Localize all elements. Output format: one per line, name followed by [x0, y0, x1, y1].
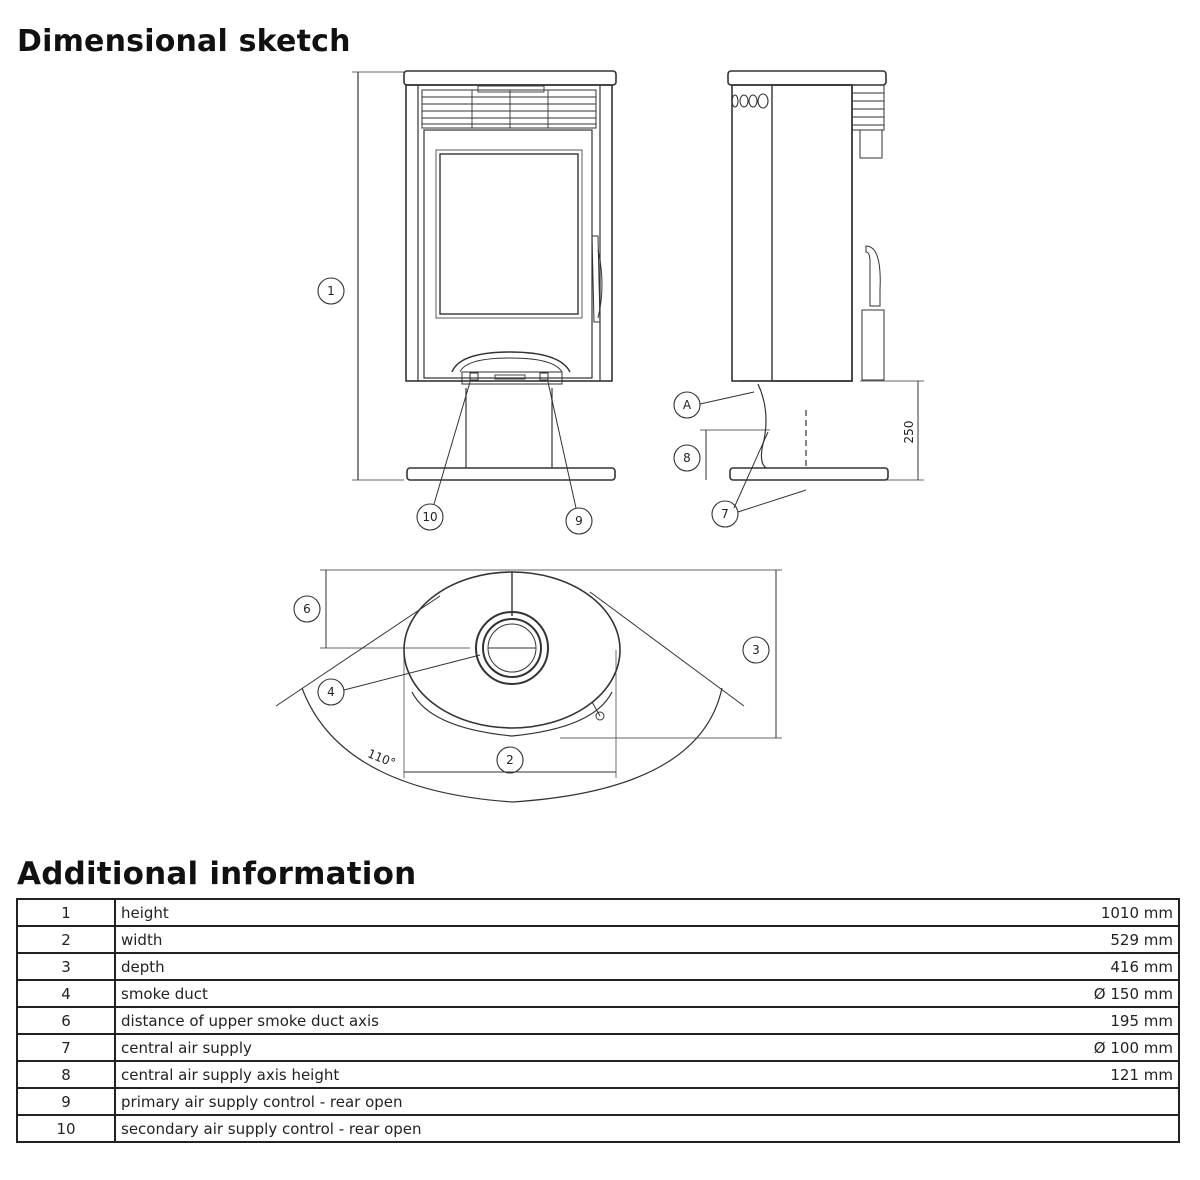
callout-3: 3	[752, 643, 760, 657]
callout-markers	[294, 278, 769, 773]
callout-6: 6	[303, 602, 311, 616]
row-value	[940, 1115, 1179, 1142]
table-row	[17, 926, 1179, 953]
dimension-250-label: 250	[902, 420, 916, 444]
table-row	[17, 1034, 1179, 1061]
table-row	[17, 980, 1179, 1007]
table-row	[17, 953, 1179, 980]
row-number: 2	[17, 926, 115, 953]
callout-10: 10	[422, 510, 438, 524]
row-number: 8	[17, 1061, 115, 1088]
row-description: height	[115, 899, 940, 926]
row-value: 121 mm	[940, 1061, 1179, 1088]
side-view	[700, 71, 924, 512]
table-row	[17, 1088, 1179, 1115]
row-value: Ø 150 mm	[940, 980, 1179, 1007]
callout-9: 9	[575, 514, 583, 528]
callout-7: 7	[721, 507, 729, 521]
row-value: 1010 mm	[940, 899, 1179, 926]
row-description: smoke duct	[115, 980, 940, 1007]
table-row	[17, 1061, 1179, 1088]
row-description: width	[115, 926, 940, 953]
front-view	[352, 71, 616, 508]
row-value: 416 mm	[940, 953, 1179, 980]
row-value: Ø 100 mm	[940, 1034, 1179, 1061]
callout-8: 8	[683, 451, 691, 465]
callout-A: A	[682, 398, 692, 412]
row-description: primary air supply control - rear open	[115, 1088, 940, 1115]
callout-2: 2	[506, 753, 514, 767]
row-number: 10	[17, 1115, 115, 1142]
top-view	[276, 570, 782, 802]
row-description: secondary air supply control - rear open	[115, 1115, 940, 1142]
row-description: central air supply	[115, 1034, 940, 1061]
row-number: 4	[17, 980, 115, 1007]
row-description: depth	[115, 953, 940, 980]
angle-110-label: 110°	[365, 746, 398, 771]
row-number: 9	[17, 1088, 115, 1115]
row-description: distance of upper smoke duct axis	[115, 1007, 940, 1034]
callout-1: 1	[327, 284, 335, 298]
row-number: 1	[17, 899, 115, 926]
table-row	[17, 1115, 1179, 1142]
row-value: 529 mm	[940, 926, 1179, 953]
row-number: 7	[17, 1034, 115, 1061]
table-row	[17, 899, 1179, 926]
sketch-title: Dimensional sketch	[17, 24, 351, 59]
row-value: 195 mm	[940, 1007, 1179, 1034]
spec-table	[16, 898, 1180, 1143]
info-title: Additional information	[17, 856, 417, 892]
table-row	[17, 1007, 1179, 1034]
callout-4: 4	[327, 685, 335, 699]
row-number: 3	[17, 953, 115, 980]
row-number: 6	[17, 1007, 115, 1034]
row-description: central air supply axis height	[115, 1061, 940, 1088]
row-value	[940, 1088, 1179, 1115]
